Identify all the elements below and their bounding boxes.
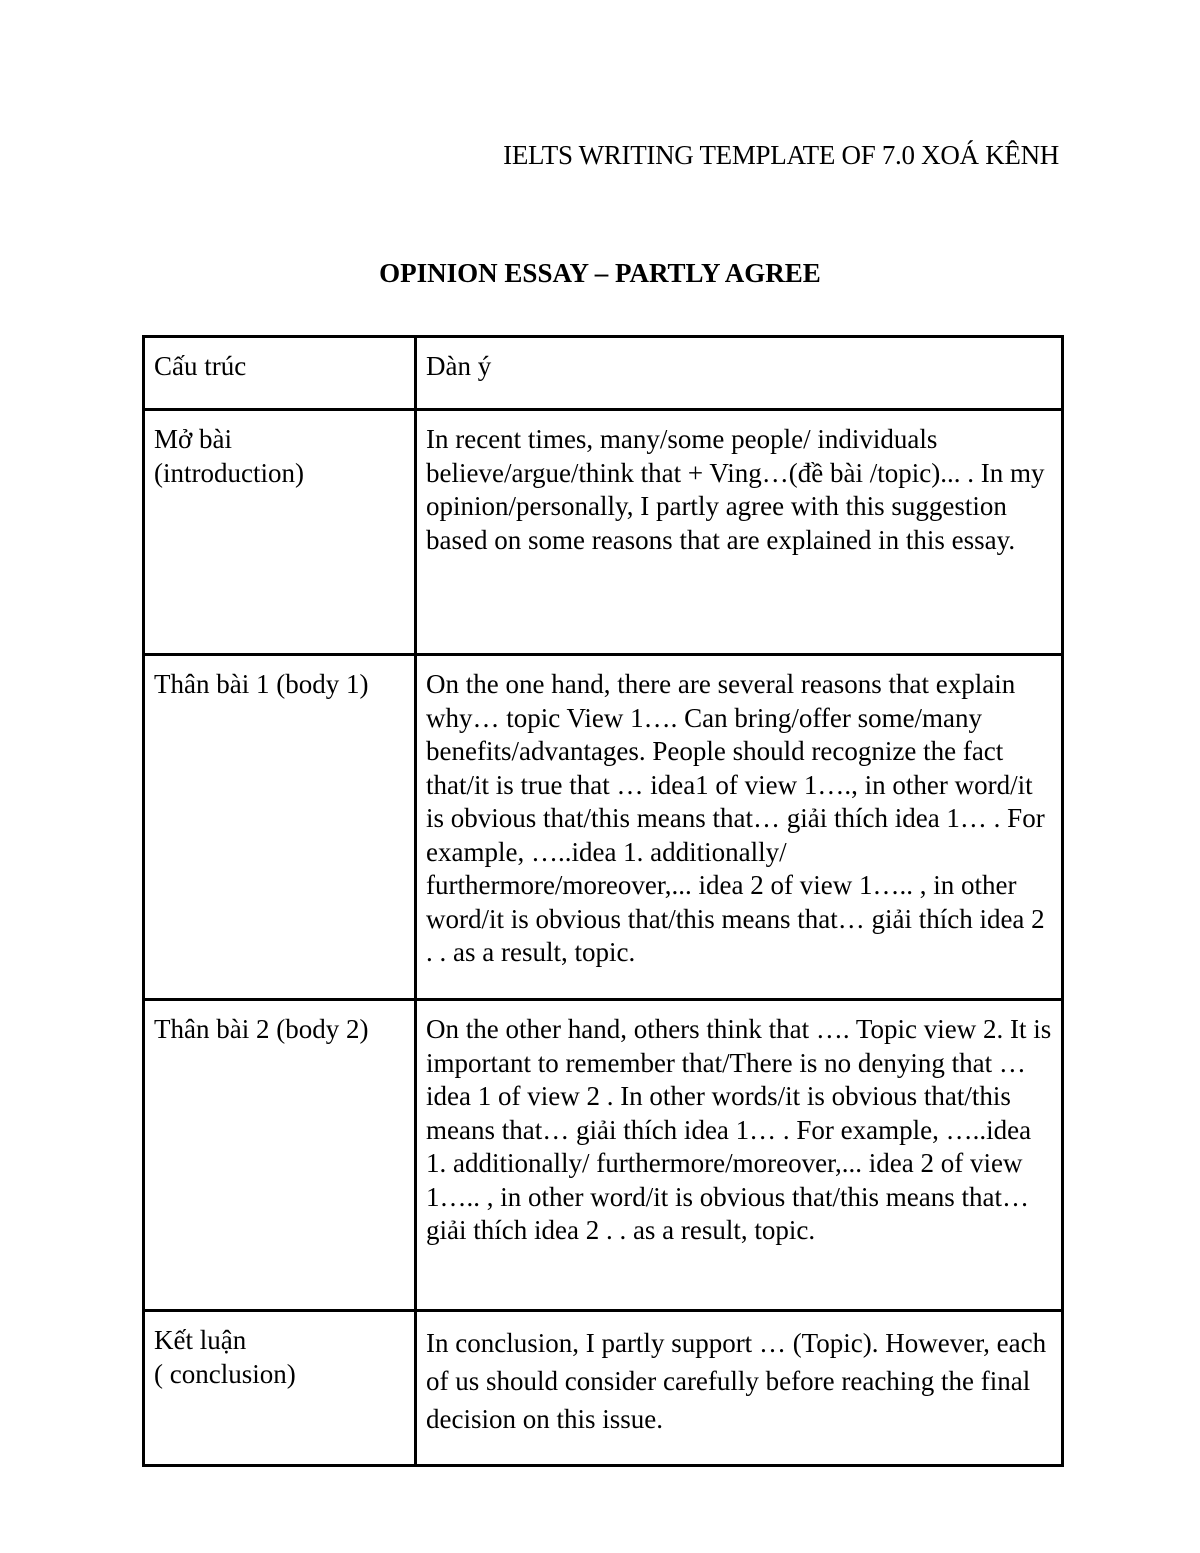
structure-label: Mở bài (introduction) (154, 424, 304, 488)
outline-text: On the other hand, others think that …. Topic view 2. It is important to remember that/There is no denying that … idea 1 of view 2 . In other words/it is obvious that/this means that… giải thích idea 1… . For example, …..idea 1. additionally/ furthermore/moreover,... idea 2 of view 1….. , in other word/it is obvious that/this means that… giải thích idea 2 . . as a result, topic. (426, 1014, 1052, 1245)
structure-cell (144, 1311, 416, 1466)
structure-cell (144, 1000, 416, 1311)
structure-cell (144, 655, 416, 1000)
column-header-label: Cấu trúc (154, 351, 247, 381)
table-row-body-2 (144, 1000, 1063, 1311)
structure-label: Thân bài 2 (body 2) (154, 1014, 369, 1044)
column-header-outline (416, 337, 1063, 410)
table-row-introduction (144, 410, 1063, 655)
outline-cell (416, 655, 1063, 1000)
outline-cell (416, 410, 1063, 655)
outline-text: In recent times, many/some people/ individuals believe/argue/think that + Ving…(đề bài /topic)... . In my opinion/personally, I partly agree with this suggestion based on some reasons that are explained in this essay. (426, 424, 1045, 555)
structure-cell (144, 410, 416, 655)
structure-label: Thân bài 1 (body 1) (154, 669, 369, 699)
table-row-conclusion (144, 1311, 1063, 1466)
structure-label: Kết luận ( conclusion) (154, 1325, 296, 1389)
outline-text: On the one hand, there are several reasons that explain why… topic View 1…. Can bring/offer some/many benefits/advantages. People should recognize the fact that/it is true that … idea1 of view 1…., in other word/it is obvious that/this means that… giải thích idea 1… . For example, …..idea 1. additionally/ furthermore/moreover,... idea 2 of view 1….. , in other word/it is obvious that/this means that… giải thích idea 2 . . as a result, topic. (426, 669, 1045, 967)
outline-cell (416, 1311, 1063, 1466)
document-header: IELTS WRITING TEMPLATE OF 7.0 XOÁ KÊNH (503, 140, 1059, 170)
column-header-label: Dàn ý (426, 351, 492, 381)
outline-cell (416, 1000, 1063, 1311)
column-header-structure (144, 337, 416, 410)
page-title: OPINION ESSAY – PARTLY AGREE (379, 258, 821, 288)
essay-outline-table (142, 335, 1064, 1467)
outline-text: In conclusion, I partly support … (Topic). However, each of us should consider carefully before reaching the final decision on this issue. (426, 1328, 1047, 1434)
table-row-body-1 (144, 655, 1063, 1000)
table-header-row (144, 337, 1063, 410)
